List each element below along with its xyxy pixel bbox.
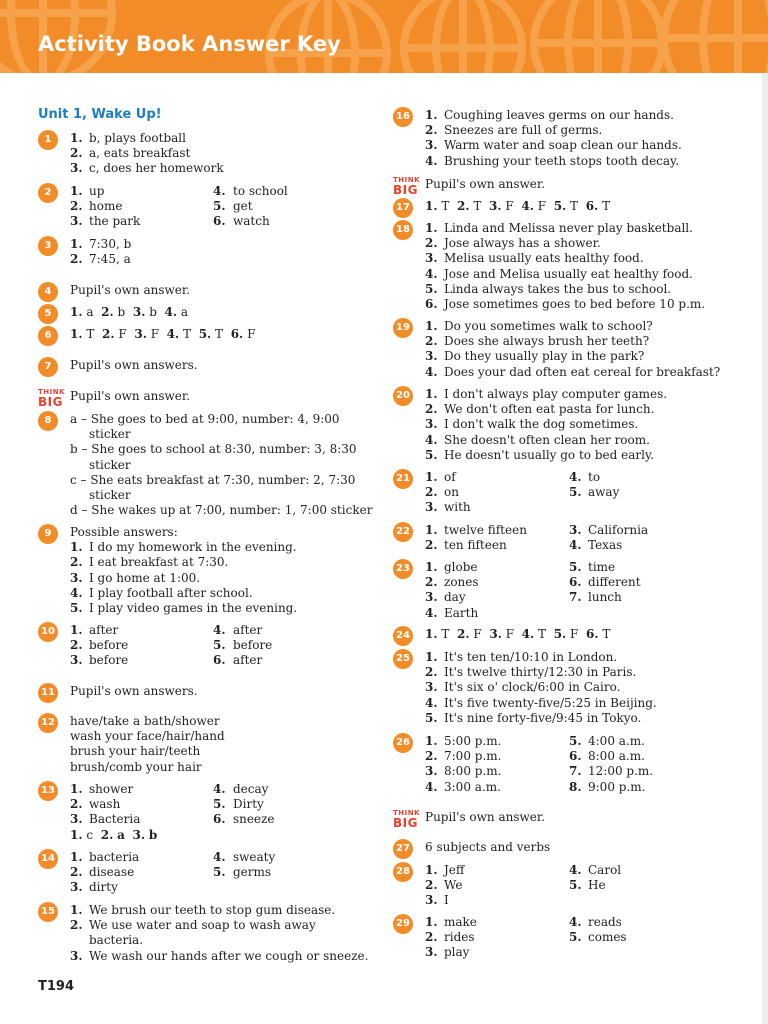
page-edge <box>762 73 768 1024</box>
exercise-number-badge: 25 <box>393 649 413 669</box>
exercise-number-badge: 3 <box>38 236 58 256</box>
exercise-number-badge: 7 <box>38 357 58 377</box>
exercise-number-badge: 9 <box>38 524 58 544</box>
exercise-number-badge: 16 <box>393 107 413 127</box>
exercise-number-badge: 20 <box>393 386 413 406</box>
exercise-number-badge: 19 <box>393 318 413 338</box>
page-title: Activity Book Answer Key <box>38 32 341 56</box>
think-big-logo: THINK BIG <box>38 388 66 409</box>
exercise-number-badge: 18 <box>393 220 413 240</box>
exercise-number-badge: 15 <box>38 902 58 922</box>
globe-icon <box>530 0 666 73</box>
exercise-number-badge: 1 <box>38 130 58 150</box>
exercise-number-badge: 2 <box>38 183 58 203</box>
exercise-number-badge: 28 <box>393 862 413 882</box>
exercise-number-badge: 29 <box>393 914 413 934</box>
globe-icon <box>660 0 768 73</box>
exercise-number-badge: 23 <box>393 559 413 579</box>
exercise-number-badge: 17 <box>393 198 413 218</box>
page-number: T194 <box>38 979 75 994</box>
exercise-number-badge: 26 <box>393 733 413 753</box>
exercise-number-badge: 8 <box>38 411 58 431</box>
header-banner <box>0 0 768 73</box>
exercise-number-badge: 27 <box>393 839 413 859</box>
exercise-number-badge: 10 <box>38 622 58 642</box>
exercise-number-badge: 11 <box>38 683 58 703</box>
exercise-number-badge: 22 <box>393 522 413 542</box>
exercise-number-badge: 21 <box>393 469 413 489</box>
exercise-number-badge: 24 <box>393 626 413 646</box>
exercise-number-badge: 12 <box>38 713 58 733</box>
globe-icon <box>400 0 526 73</box>
think-big-logo: THINK BIG <box>393 176 421 197</box>
exercise-number-badge: 13 <box>38 781 58 801</box>
exercise-number-badge: 6 <box>38 326 58 346</box>
exercise-number-badge: 5 <box>38 304 58 324</box>
think-big-logo: THINK BIG <box>393 809 421 830</box>
unit-title: Unit 1, Wake Up! <box>38 107 162 122</box>
exercise-number-badge: 4 <box>38 282 58 302</box>
exercise-number-badge: 14 <box>38 849 58 869</box>
